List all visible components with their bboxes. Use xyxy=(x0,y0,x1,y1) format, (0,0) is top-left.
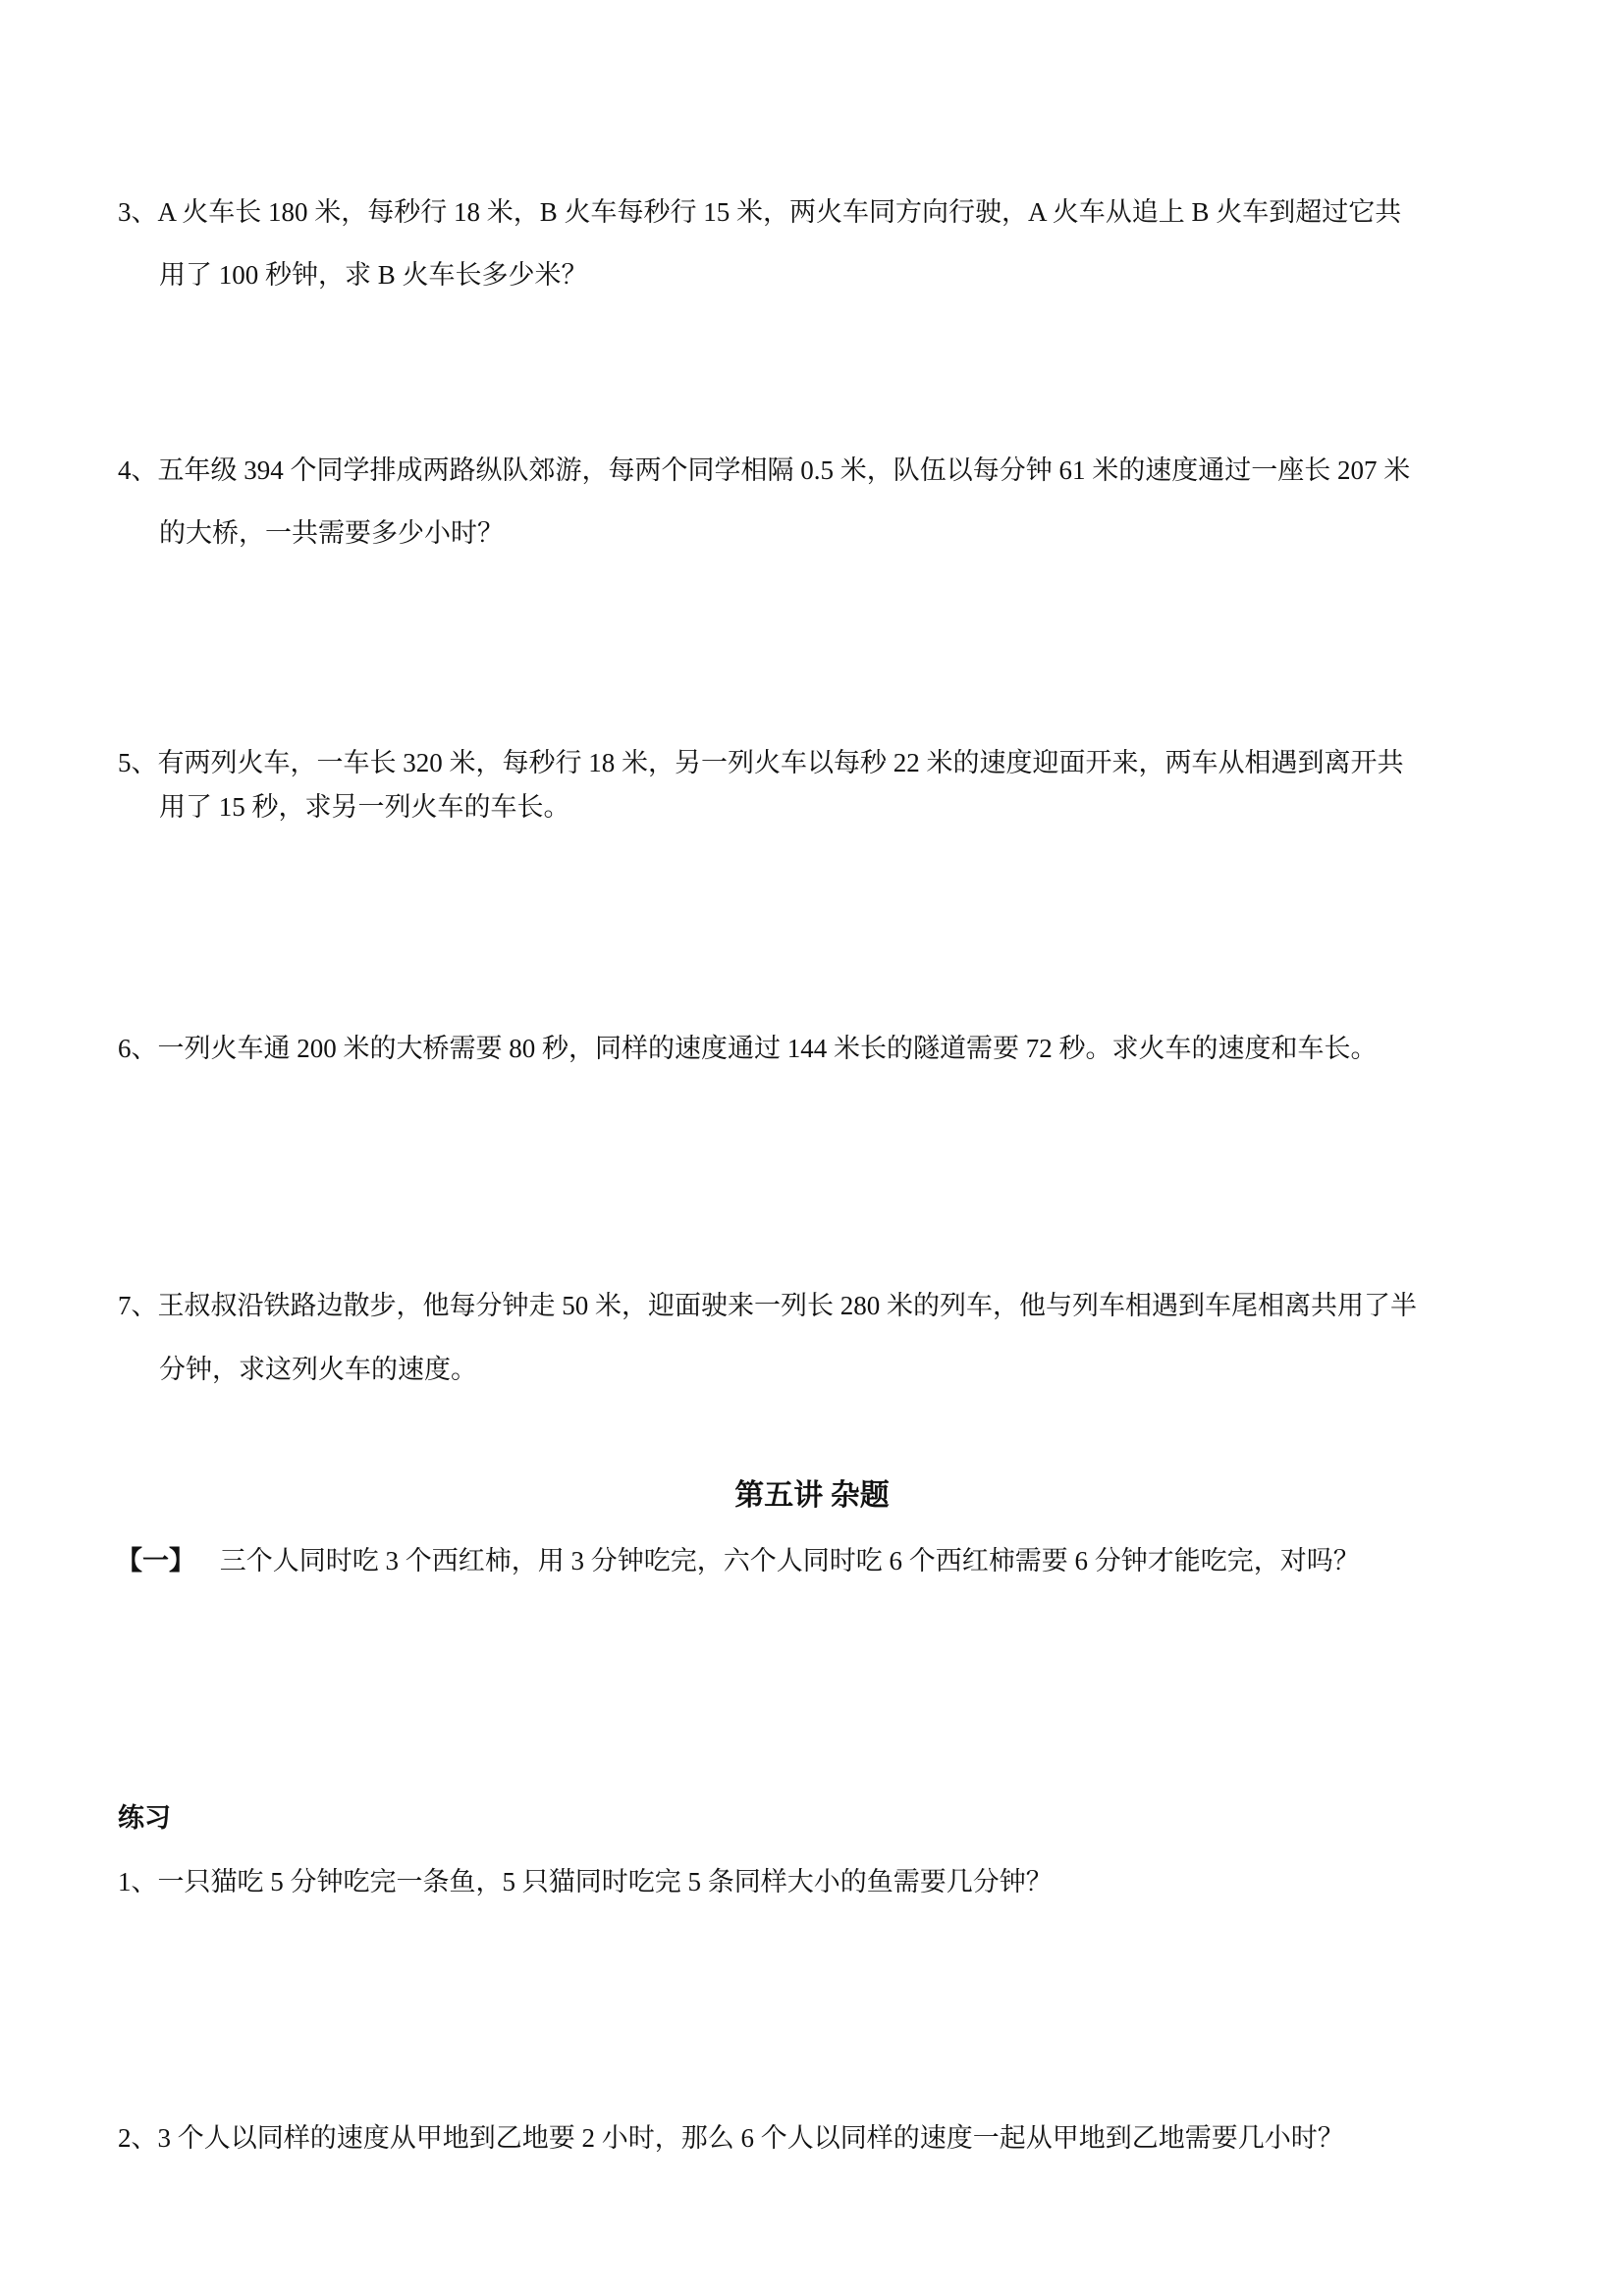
example-text: 三个人同时吃 3 个西红柿，用 3 分钟吃完，六个人同时吃 6 个西红柿需要 6 分钟才能吃完，对吗？ xyxy=(219,1546,1360,1575)
section-title: 第五讲 杂题 xyxy=(734,1479,890,1512)
problem-line: 7、王叔叔沿铁路边散步，他每分钟走 50 米，迎面驶来一列长 280 米的列车，他与列车相遇到车尾相离共用了半 xyxy=(118,1291,1417,1320)
practice-item: 2、3 个人以同样的速度从甲地到乙地要 2 小时，那么 6 个人以同样的速度一起从甲地到乙地需要几小时？ xyxy=(118,2123,1344,2153)
problem-line: 用了 100 秒钟，求 B 火车长多少米？ xyxy=(159,260,588,290)
practice-heading: 练习 xyxy=(118,1803,171,1833)
problem-line: 4、五年级 394 个同学排成两路纵队郊游，每两个同学相隔 0.5 米，队伍以每分钟 61 米的速度通过一座长 207 米 xyxy=(118,455,1411,485)
example-label: 【一】 xyxy=(116,1546,195,1575)
problem-line: 6、一列火车通 200 米的大桥需要 80 秒，同样的速度通过 144 米长的隧道需要 72 秒。求火车的速度和车长。 xyxy=(118,1034,1378,1063)
problem-line: 的大桥，一共需要多少小时？ xyxy=(159,518,504,548)
problem-line: 用了 15 秒，求另一列火车的车长。 xyxy=(159,792,570,822)
problem-line: 分钟，求这列火车的速度。 xyxy=(159,1355,477,1384)
example-1 xyxy=(116,1545,1360,1576)
practice-item: 1、一只猫吃 5 分钟吃完一条鱼，5 只猫同时吃完 5 条同样大小的鱼需要几分钟？ xyxy=(118,1867,1053,1896)
problem-line: 3、A 火车长 180 米，每秒行 18 米，B 火车每秒行 15 米，两火车同方向行驶，A 火车从追上 B 火车到超过它共 xyxy=(118,197,1402,227)
problem-line: 5、有两列火车，一车长 320 米，每秒行 18 米，另一列火车以每秒 22 米的速度迎面开来，两车从相遇到离开共 xyxy=(118,748,1404,777)
